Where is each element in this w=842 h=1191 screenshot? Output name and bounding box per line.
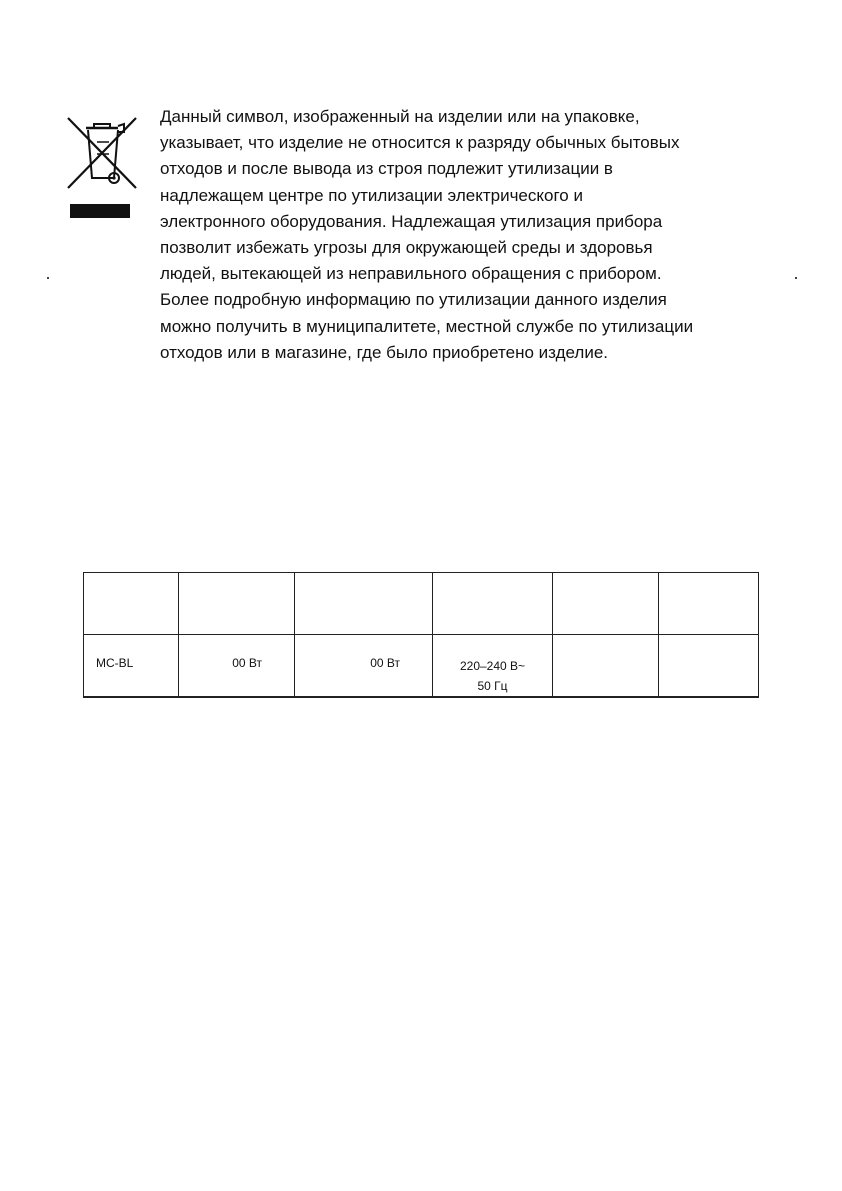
disposal-line: можно получить в муниципалитете, местной службе по утилизации <box>160 316 694 336</box>
spec-table-header <box>84 573 759 635</box>
disposal-line: электронного оборудования. Надлежащая утилизация прибора <box>160 211 663 231</box>
empty-cell <box>553 635 659 698</box>
disposal-line: Данный символ, изображенный на изделии или на упаковке, <box>160 107 640 126</box>
disposal-line: указывает, что изделие не относится к разряду обычных бытовых <box>160 133 680 153</box>
header-cell <box>659 573 759 635</box>
frequency-value: 50 Гц <box>477 679 508 693</box>
table-row <box>84 635 759 698</box>
spec-table <box>83 572 759 698</box>
header-cell <box>84 573 179 635</box>
weee-black-bar <box>70 204 130 218</box>
header-cell <box>179 573 295 635</box>
empty-cell <box>659 635 759 698</box>
disposal-line: Более подробную информацию по утилизации данного изделия <box>160 290 667 310</box>
model-cell: MC-BL <box>84 635 179 698</box>
page-mark-right <box>795 277 797 279</box>
header-cell <box>295 573 433 635</box>
power-cell-1: 00 Вт <box>179 635 295 698</box>
disposal-line: людей, вытекающей из неправильного обращения с прибором. <box>160 264 662 284</box>
power-cell-2: 00 Вт <box>295 635 433 698</box>
crossed-out-wheelie-bin-icon <box>64 112 140 194</box>
weee-symbol <box>64 112 140 218</box>
voltage-value: 220–240 В~ <box>459 659 526 673</box>
page-mark-left <box>47 277 49 279</box>
header-cell <box>433 573 553 635</box>
disposal-notice <box>160 104 800 366</box>
header-cell <box>553 573 659 635</box>
voltage-cell <box>433 635 553 698</box>
disposal-line: отходов и после вывода из строя подлежит утилизации в <box>160 159 613 179</box>
disposal-line: надлежащем центре по утилизации электрического и <box>160 185 583 205</box>
disposal-line: отходов или в магазине, где было приобретено изделие. <box>160 342 608 362</box>
disposal-line: позволит избежать угрозы для окружающей среды и здоровья <box>160 238 653 258</box>
